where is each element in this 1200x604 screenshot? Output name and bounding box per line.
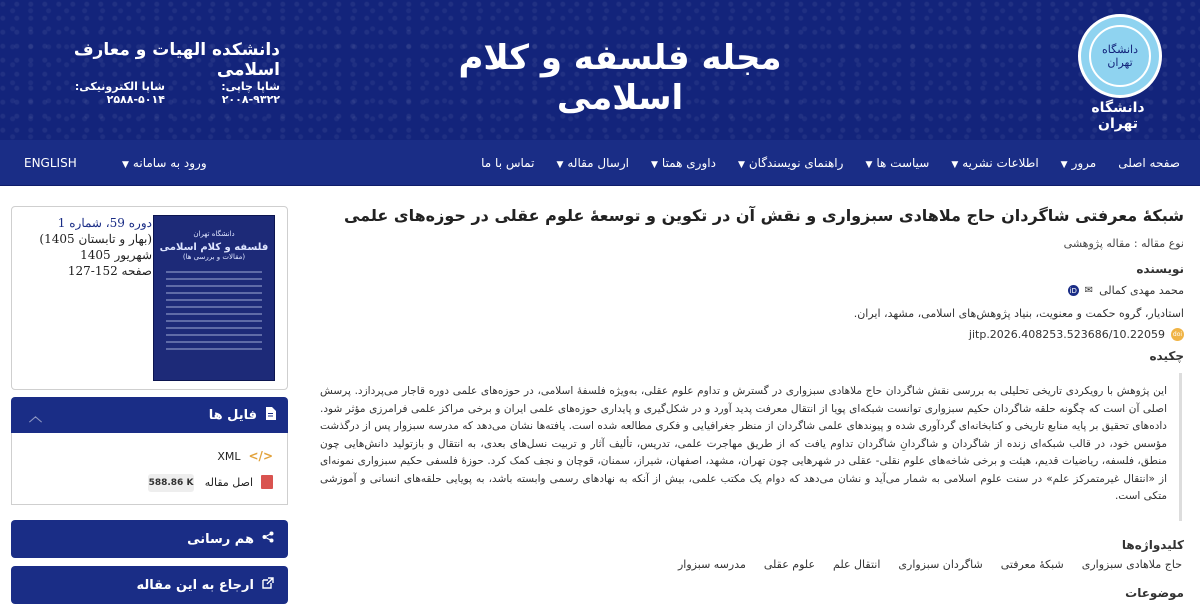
keyword-link[interactable]: شاگردان سبزواری [898, 558, 983, 571]
share-panel-title: هم رسانی [187, 531, 254, 547]
issn-print: شاپا چاپی: ۹۳۲۲-۲۰۰۸ [221, 80, 280, 106]
issn-line [20, 80, 280, 106]
nav-contact[interactable]: تماس با ما [481, 155, 535, 170]
issue-season: (بهار و تابستان 1405) [39, 232, 152, 246]
cite-panel-title: ارجاع به این مقاله [136, 577, 254, 593]
orcid-icon[interactable]: iD [1069, 286, 1077, 295]
chevron-down-icon: ▼ [737, 159, 745, 170]
chevron-down-icon: ▼ [951, 159, 959, 170]
doi-row [320, 328, 1184, 341]
files-panel-header[interactable] [11, 397, 288, 433]
journal-title[interactable]: مجله فلسفه و کلام اسلامی [458, 38, 782, 118]
subjects-section [320, 586, 1184, 600]
nav-submit[interactable]: ارسال مقاله▼ [556, 155, 629, 170]
chevron-down-icon: ▼ [865, 159, 873, 170]
keywords-section [320, 538, 1184, 552]
issn-online: شاپا الکترونیکی: ۵۰۱۴-۲۵۸۸ [74, 80, 165, 106]
site-header [0, 0, 1200, 140]
code-icon: </> [248, 449, 273, 463]
issue-volume-link[interactable]: دوره 59، شماره 1 [57, 216, 152, 230]
keyword-link[interactable]: علوم عقلی [763, 558, 816, 571]
authors-heading: نویسنده [1136, 262, 1184, 276]
keywords-heading: کلیدواژه‌ها [1121, 538, 1184, 552]
cover-contents [166, 271, 262, 350]
cite-panel-header[interactable] [11, 566, 288, 604]
author-row [320, 284, 1184, 297]
journal-cover-image[interactable] [153, 215, 275, 381]
keyword-link[interactable]: انتقال علم [833, 558, 881, 571]
subjects-heading: موضوعات [1125, 586, 1184, 600]
issue-card [11, 206, 288, 390]
share-icon [262, 531, 274, 547]
external-link-icon [262, 577, 274, 593]
nav-policies[interactable]: سیاست ها▼ [865, 155, 930, 170]
abstract-text: این پژوهش با رویکردی تاریخی تحلیلی به بررسی نقش شاگردان حاج ملاهادی سبزواری در گسترش و تداوم علوم عقلی، به‌ویژه فلسفۀ اسلامی، در حوزه‌های علمی دوره قاجار می‌پردازد. پرسش اصلی آن است که چگونه حلقه شاگردان حکیم سبزواری توانست شبکه‌ای پویا از انتقال معرفت پدید آورد و در شکل‌گیری و پایداری حوزه‌های علمی ایران و برخی مراکز علمی فرامرزی مؤثر شود. داده‌های تحقیق بر پایه منابع تاریخی و کتابخانه‌ای گردآوری شده و پیوندهای علمی شاگردان از منظر جغرافیایی و فکری مطالعه شده است. یافته‌ها نشان می‌دهد که مدرسه سبزوار پس از درگذشت مؤسس خود، در قالب شبکه‌ای زنده از شاگردان و شاگردانِ شاگردان تداوم یافت که از طریق مهاجرت علمی، تدریس، تألیف آثار و تربیت نسل‌های بعدی، به انتقال و بازتولید دانش‌هایی چون منطق، فلسفه، ریاضیات قدیم، هیئت و برخی شاخه‌های علوم نقلی- عقلی در شهرهایی چون تهران، مشهد، اصفهان، شیراز، سمنان، قوچان و نجف کمک کرد. حوزۀ فلسفی حکیم سبزواری نمونه‌ای از «انتقال غیرمتمرکز علم» در سنت علوم اسلامی به شمار می‌آید و نشان می‌دهد که دوام یک مکتب علمی، بیش از آنکه به نهادهای رسمی وابسته باشد، به پویایی حلقه‌های انسانی و آموزشی متکی است. [320, 373, 1182, 521]
author-name[interactable]: محمد مهدی کمالی [1099, 284, 1184, 297]
doi-link[interactable]: 10.22059/jitp.2026.408253.523686 [968, 328, 1165, 341]
chevron-down-icon: ▼ [122, 160, 129, 170]
pdf-file-link[interactable] [205, 475, 273, 489]
university-logo-emblem: دانشگاه تهران [1089, 25, 1151, 87]
abstract-heading: چکیده [1149, 349, 1184, 363]
pdf-file-label: اصل مقاله [204, 475, 253, 489]
pdf-size-badge: 588.86 K [148, 474, 194, 492]
nav-browse[interactable]: مرور▼ [1060, 155, 1097, 170]
envelope-icon[interactable]: ✉ [1084, 285, 1094, 296]
nav-language[interactable]: ENGLISH [24, 156, 77, 170]
nav-peer-review[interactable]: داوری همتا▼ [650, 155, 716, 170]
article-main [320, 200, 1184, 363]
cover-university: دانشگاه تهران [193, 230, 235, 238]
article-title: شبکۀ معرفتی شاگردان حاج ملاهادی سبزواری و نقش آن در تکوین و توسعۀ علوم عقلی در حوزه‌های علمی [343, 206, 1184, 225]
main-nav [0, 140, 1200, 186]
faculty-name: دانشکده الهیات و معارف اسلامی [73, 40, 280, 80]
nav-login[interactable]: ورود به سامانه▼ [122, 156, 207, 170]
chevron-up-icon[interactable]: ︿ [29, 410, 43, 425]
cover-subtitle: (مقالات و بررسی ها) [182, 253, 246, 261]
issue-month: شهریور 1405 [80, 248, 152, 262]
chevron-down-icon: ▼ [556, 159, 564, 170]
issue-info [22, 215, 152, 279]
xml-file-link[interactable] [217, 449, 273, 463]
xml-file-label: XML [217, 449, 241, 463]
keywords-list [320, 558, 1182, 571]
cover-title: فلسفه و کلام اسلامی [159, 242, 269, 253]
pdf-icon [261, 475, 273, 489]
doi-icon: doi [1171, 328, 1184, 341]
files-panel-body [11, 433, 288, 505]
nav-author-guide[interactable]: راهنمای نویسندگان▼ [737, 155, 844, 170]
keyword-link[interactable]: حاج ملاهادی سبزواری [1081, 558, 1182, 571]
university-logo[interactable] [1078, 14, 1162, 98]
university-name: دانشگاه تهران [1091, 100, 1145, 132]
author-affiliation: استادیار، گروه حکمت و معنویت، بنیاد پژوهش‌های اسلامی، مشهد، ایران. [853, 307, 1184, 320]
chevron-down-icon: ▼ [650, 159, 658, 170]
files-panel-title: فایل ها [208, 407, 257, 423]
file-icon [265, 407, 276, 424]
chevron-down-icon: ▼ [1060, 159, 1068, 170]
article-type: نوع مقاله : مقاله پژوهشی [1063, 237, 1184, 250]
nav-home[interactable]: صفحه اصلی [1118, 155, 1180, 170]
nav-journal-info[interactable]: اطلاعات نشریه▼ [951, 155, 1039, 170]
keyword-link[interactable]: شبکۀ معرفتی [1000, 558, 1064, 571]
issue-pages: صفحه 152-127 [67, 264, 152, 278]
keyword-link[interactable]: مدرسه سبزوار [678, 558, 746, 571]
share-panel-header[interactable] [11, 520, 288, 558]
